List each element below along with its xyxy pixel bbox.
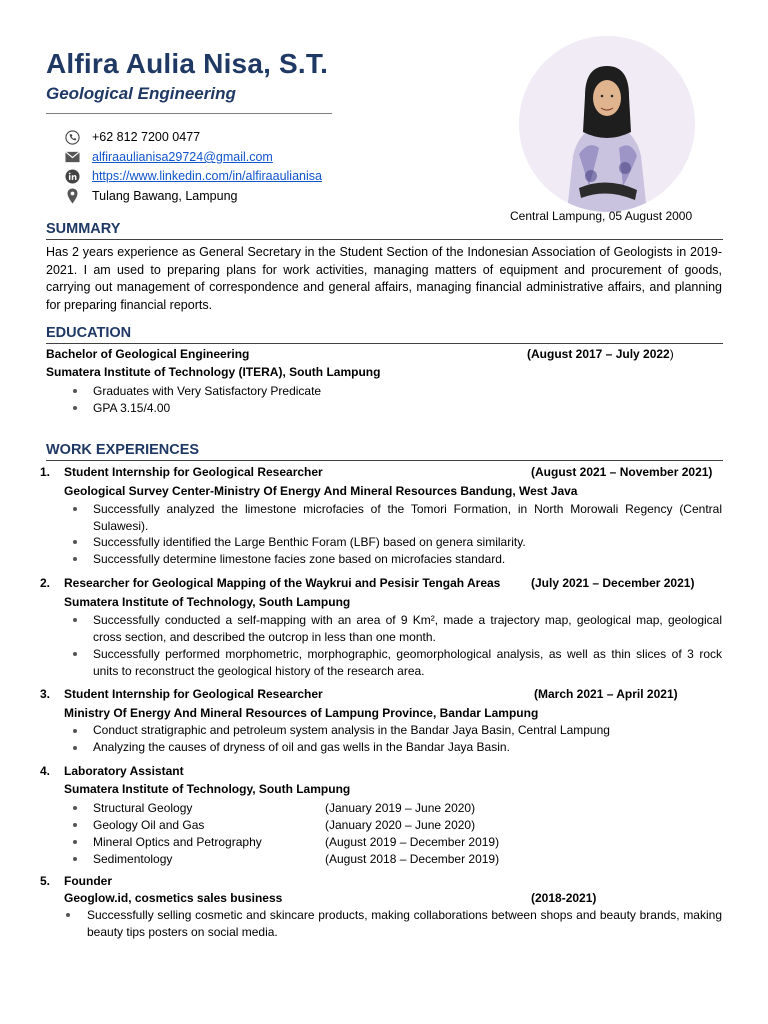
course-period: (August 2018 – December 2019) <box>325 852 500 866</box>
phone-number: +62 812 7200 0477 <box>92 130 201 144</box>
contact-phone <box>64 128 200 146</box>
linkedin-link[interactable]: https://www.linkedin.com/in/alfiraaulianisa <box>92 169 322 183</box>
bullet-dot <box>73 507 77 511</box>
profile-photo <box>519 36 695 212</box>
work-bullet: Successfully selling cosmetic and skincare products, making collaborations between shops and beauty brands, making beauty tips posters on social media. <box>87 908 722 939</box>
work-organization: Sumatera Institute of Technology, South Lampung <box>64 595 351 609</box>
bullet-dot <box>73 652 77 656</box>
work-role: Researcher for Geological Mapping of the Waykrui and Pesisir Tengah Areas <box>64 576 501 590</box>
bullet-dot <box>73 806 77 810</box>
work-item-number: 3. <box>40 687 51 701</box>
bullet-dot <box>73 406 77 410</box>
course-name: Mineral Optics and Petrography <box>93 835 262 849</box>
work-period: (July 2021 – December 2021) <box>531 576 695 590</box>
bullet-dot <box>73 823 77 827</box>
course-name: Geology Oil and Gas <box>93 818 205 832</box>
work-item-number: 5. <box>40 874 51 888</box>
bullet-dot <box>66 913 70 917</box>
summary-heading: SUMMARY <box>46 221 121 237</box>
work-item-number: 2. <box>40 576 51 590</box>
work-divider <box>46 460 723 461</box>
work-period: (March 2021 – April 2021) <box>534 687 678 701</box>
education-school: Sumatera Institute of Technology (ITERA), South Lampung <box>46 365 381 379</box>
course-period: (January 2019 – June 2020) <box>325 801 476 815</box>
contact-email <box>64 148 273 166</box>
work-role: Founder <box>64 874 112 888</box>
education-period-close: ) <box>669 347 674 361</box>
work-bullet: Analyzing the causes of dryness of oil and gas wells in the Bandar Jaya Basin. <box>93 740 510 754</box>
education-period-text: (August 2017 – July 2022 <box>527 347 670 361</box>
work-bullet: Successfully determine limestone facies zone based on microfacies standard. <box>93 552 506 566</box>
work-period: (2018-2021) <box>531 891 597 905</box>
bullet-dot <box>73 557 77 561</box>
summary-divider <box>46 239 723 240</box>
work-heading: WORK EXPERIENCES <box>46 442 200 458</box>
work-organization: Ministry Of Energy And Mineral Resources of Lampung Province, Bandar Lampung <box>64 706 539 720</box>
work-role: Student Internship for Geological Researcher <box>64 465 323 479</box>
summary-text: Has 2 years experience as General Secretary in the Student Section of the Indonesian Association of Geologists in 2019-2021. I am used to preparing plans for work activities, managing matters of equipment and procurement of goods, carrying out management of correspondence and general affairs, managing financial administrative affairs, and planning for preparing financial reports. <box>46 245 722 312</box>
bullet-dot <box>73 746 77 750</box>
course-period: (August 2019 – December 2019) <box>325 835 500 849</box>
work-role: Student Internship for Geological Researcher <box>64 687 323 701</box>
education-bullet: Graduates with Very Satisfactory Predicate <box>93 384 322 398</box>
bullet-dot <box>73 729 77 733</box>
bullet-dot <box>73 618 77 622</box>
work-organization: Geoglow.id, cosmetics sales business <box>64 891 283 905</box>
course-period: (January 2020 – June 2020) <box>325 818 476 832</box>
education-period <box>527 346 674 362</box>
education-heading: EDUCATION <box>46 325 132 341</box>
mail-icon <box>64 149 80 165</box>
bullet-dot <box>73 840 77 844</box>
work-bullet: Successfully performed morphometric, morphographic, geomorphological analysis, as well as thin slices of 3 rock units to reconstruct the geological history of the research area. <box>93 647 722 678</box>
education-divider <box>46 343 723 344</box>
course-name: Structural Geology <box>93 801 193 815</box>
work-bullet: Successfully conducted a self-mapping with an area of 9 Km², made a trajectory map, geological map, geological cross section, and described the outcrop in less than one month. <box>93 613 722 644</box>
bullet-dot <box>73 389 77 393</box>
work-section <box>46 441 723 461</box>
contact-linkedin <box>64 167 322 185</box>
linkedin-icon <box>64 168 80 184</box>
education-bullet: GPA 3.15/4.00 <box>93 401 171 415</box>
bullet-dot <box>73 540 77 544</box>
education-section <box>46 324 723 344</box>
contact-location <box>64 187 237 205</box>
birth-place-date: Central Lampung, 05 August 2000 <box>510 209 693 223</box>
person-name: Alfira Aulia Nisa, S.T. <box>46 48 329 79</box>
summary-section <box>46 220 723 240</box>
header-divider <box>46 113 332 114</box>
email-link[interactable]: alfiraaulianisa29724@gmail.com <box>92 150 273 164</box>
work-period: (August 2021 – November 2021) <box>531 465 713 479</box>
person-title: Geological Engineering <box>46 84 236 103</box>
work-organization: Geological Survey Center-Ministry Of Energy And Mineral Resources Bandung, West Java <box>64 484 578 498</box>
location-pin-icon <box>64 188 80 204</box>
location-text: Tulang Bawang, Lampung <box>92 189 238 203</box>
course-name: Sedimentology <box>93 852 173 866</box>
phone-icon <box>64 129 80 145</box>
education-degree: Bachelor of Geological Engineering <box>46 347 250 361</box>
work-item-number: 4. <box>40 764 51 778</box>
work-item-number: 1. <box>40 465 51 479</box>
work-bullet: Successfully identified the Large Benthic Foram (LBF) based on genera similarity. <box>93 535 526 549</box>
work-bullet: Conduct stratigraphic and petroleum system analysis in the Bandar Jaya Basin, Central Lampung <box>93 723 610 737</box>
work-organization: Sumatera Institute of Technology, South Lampung <box>64 782 351 796</box>
bullet-dot <box>73 857 77 861</box>
work-bullet: Successfully analyzed the limestone microfacies of the Tomori Formation, in North Morowali Regency (Central Sulawesi). <box>93 502 722 533</box>
work-role: Laboratory Assistant <box>64 764 184 778</box>
